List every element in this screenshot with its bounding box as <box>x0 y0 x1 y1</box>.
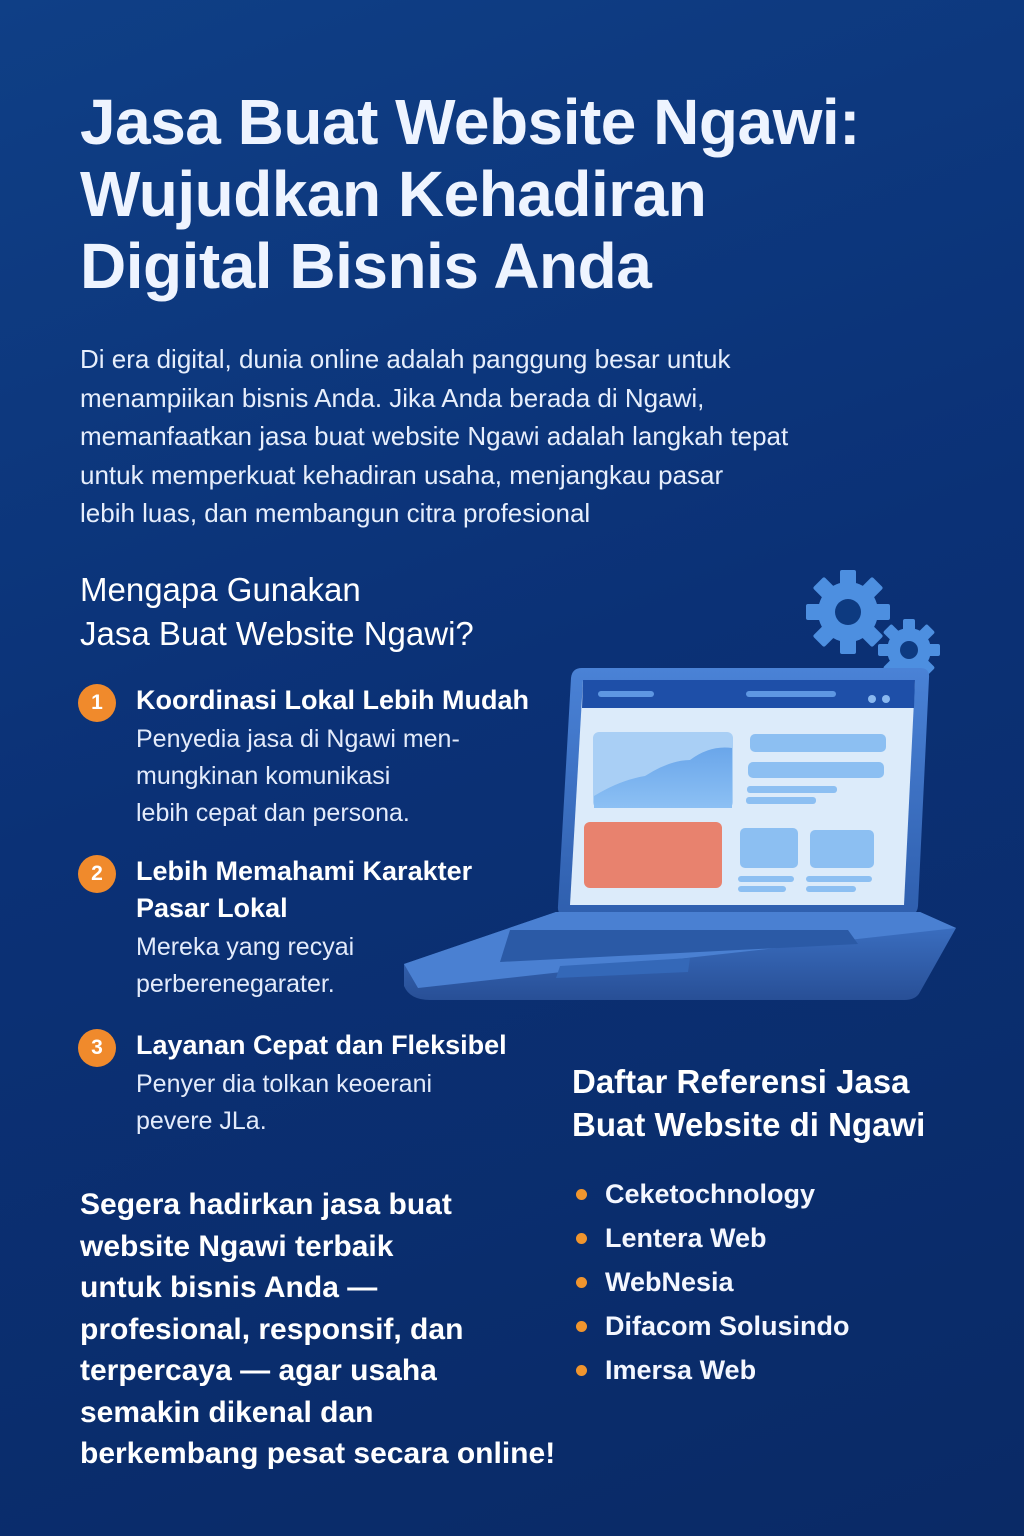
reason-title-line: Koordinasi Lokal Lebih Mudah <box>136 685 530 715</box>
intro-line: menampiikan bisnis Anda. Jika Anda berada di Ngawi, <box>80 382 705 413</box>
gear-icon <box>806 570 890 654</box>
references-heading-line: Daftar Referensi Jasa <box>572 1063 910 1100</box>
cta-line: Segera hadirkan jasa buat <box>80 1188 452 1221</box>
cta-line: profesional, responsif, dan <box>80 1312 464 1346</box>
cta-line: untuk bisnis Anda — <box>80 1271 378 1304</box>
references-heading <box>572 1060 925 1146</box>
why-heading-line: Mengapa Gunakan <box>80 571 361 608</box>
reason-title-line: Layanan Cepat dan Fleksibel <box>136 1030 507 1060</box>
reason-desc-line: Mereka yang recyai <box>136 933 355 961</box>
page-title <box>80 86 980 302</box>
number-badge: 2 <box>78 855 116 893</box>
cta-line: semakin dikenal dan <box>80 1395 374 1429</box>
cta-line: berkembang pesat secara online! <box>80 1437 556 1470</box>
reason-description <box>136 1066 558 1140</box>
reference-label: Imersa Web <box>605 1354 757 1385</box>
intro-line: untuk memperkuat kehadiran usaha, menjangkau pasar <box>80 459 724 490</box>
call-to-action <box>80 1184 640 1475</box>
cta-line: terpercaya — agar usaha <box>80 1354 437 1387</box>
reason-desc-line: lebih cepat dan persona. <box>136 799 410 827</box>
intro-line: Di era digital, dunia online adalah panggung besar untuk <box>80 344 731 374</box>
reason-desc-line: mungkinan komunikasi <box>136 762 391 790</box>
reference-label: Difacom Solusindo <box>605 1310 850 1341</box>
reason-desc-line: Penyedia jasa di Ngawi men- <box>136 725 460 753</box>
reason-title <box>136 1027 558 1064</box>
why-heading-line: Jasa Buat Website Ngawi? <box>80 615 474 652</box>
number-badge: 3 <box>78 1029 116 1067</box>
laptop-illustration <box>400 560 960 1020</box>
reference-label: Lentera Web <box>605 1222 767 1253</box>
reason-desc-line: Penyer dia tolkan keoerani <box>136 1070 433 1098</box>
reference-label: WebNesia <box>605 1266 734 1297</box>
reason-desc-line: perberenegarater. <box>136 970 335 998</box>
reference-label: Ceketochnology <box>605 1178 816 1209</box>
reason-title-line: Pasar Lokal <box>136 893 288 923</box>
title-line: Digital Bisnis Anda <box>80 230 652 302</box>
intro-line: lebih luas, dan membangun citra profesional <box>80 498 591 528</box>
reason-title-line: Lebih Memahami Karakter <box>136 856 473 886</box>
reason-item-3 <box>78 1027 558 1140</box>
number-badge: 1 <box>78 684 116 722</box>
cta-line: website Ngawi terbaik <box>80 1229 394 1263</box>
reason-desc-line: pevere JLa. <box>136 1107 267 1135</box>
title-line: Wujudkan Kehadiran <box>80 158 707 230</box>
intro-paragraph <box>80 340 900 533</box>
title-line: Jasa Buat Website Ngawi: <box>80 86 860 158</box>
intro-line: memanfaatkan jasa buat website Ngawi adalah langkah tepat <box>80 421 789 451</box>
references-heading-line: Buat Website di Ngawi <box>572 1106 926 1143</box>
